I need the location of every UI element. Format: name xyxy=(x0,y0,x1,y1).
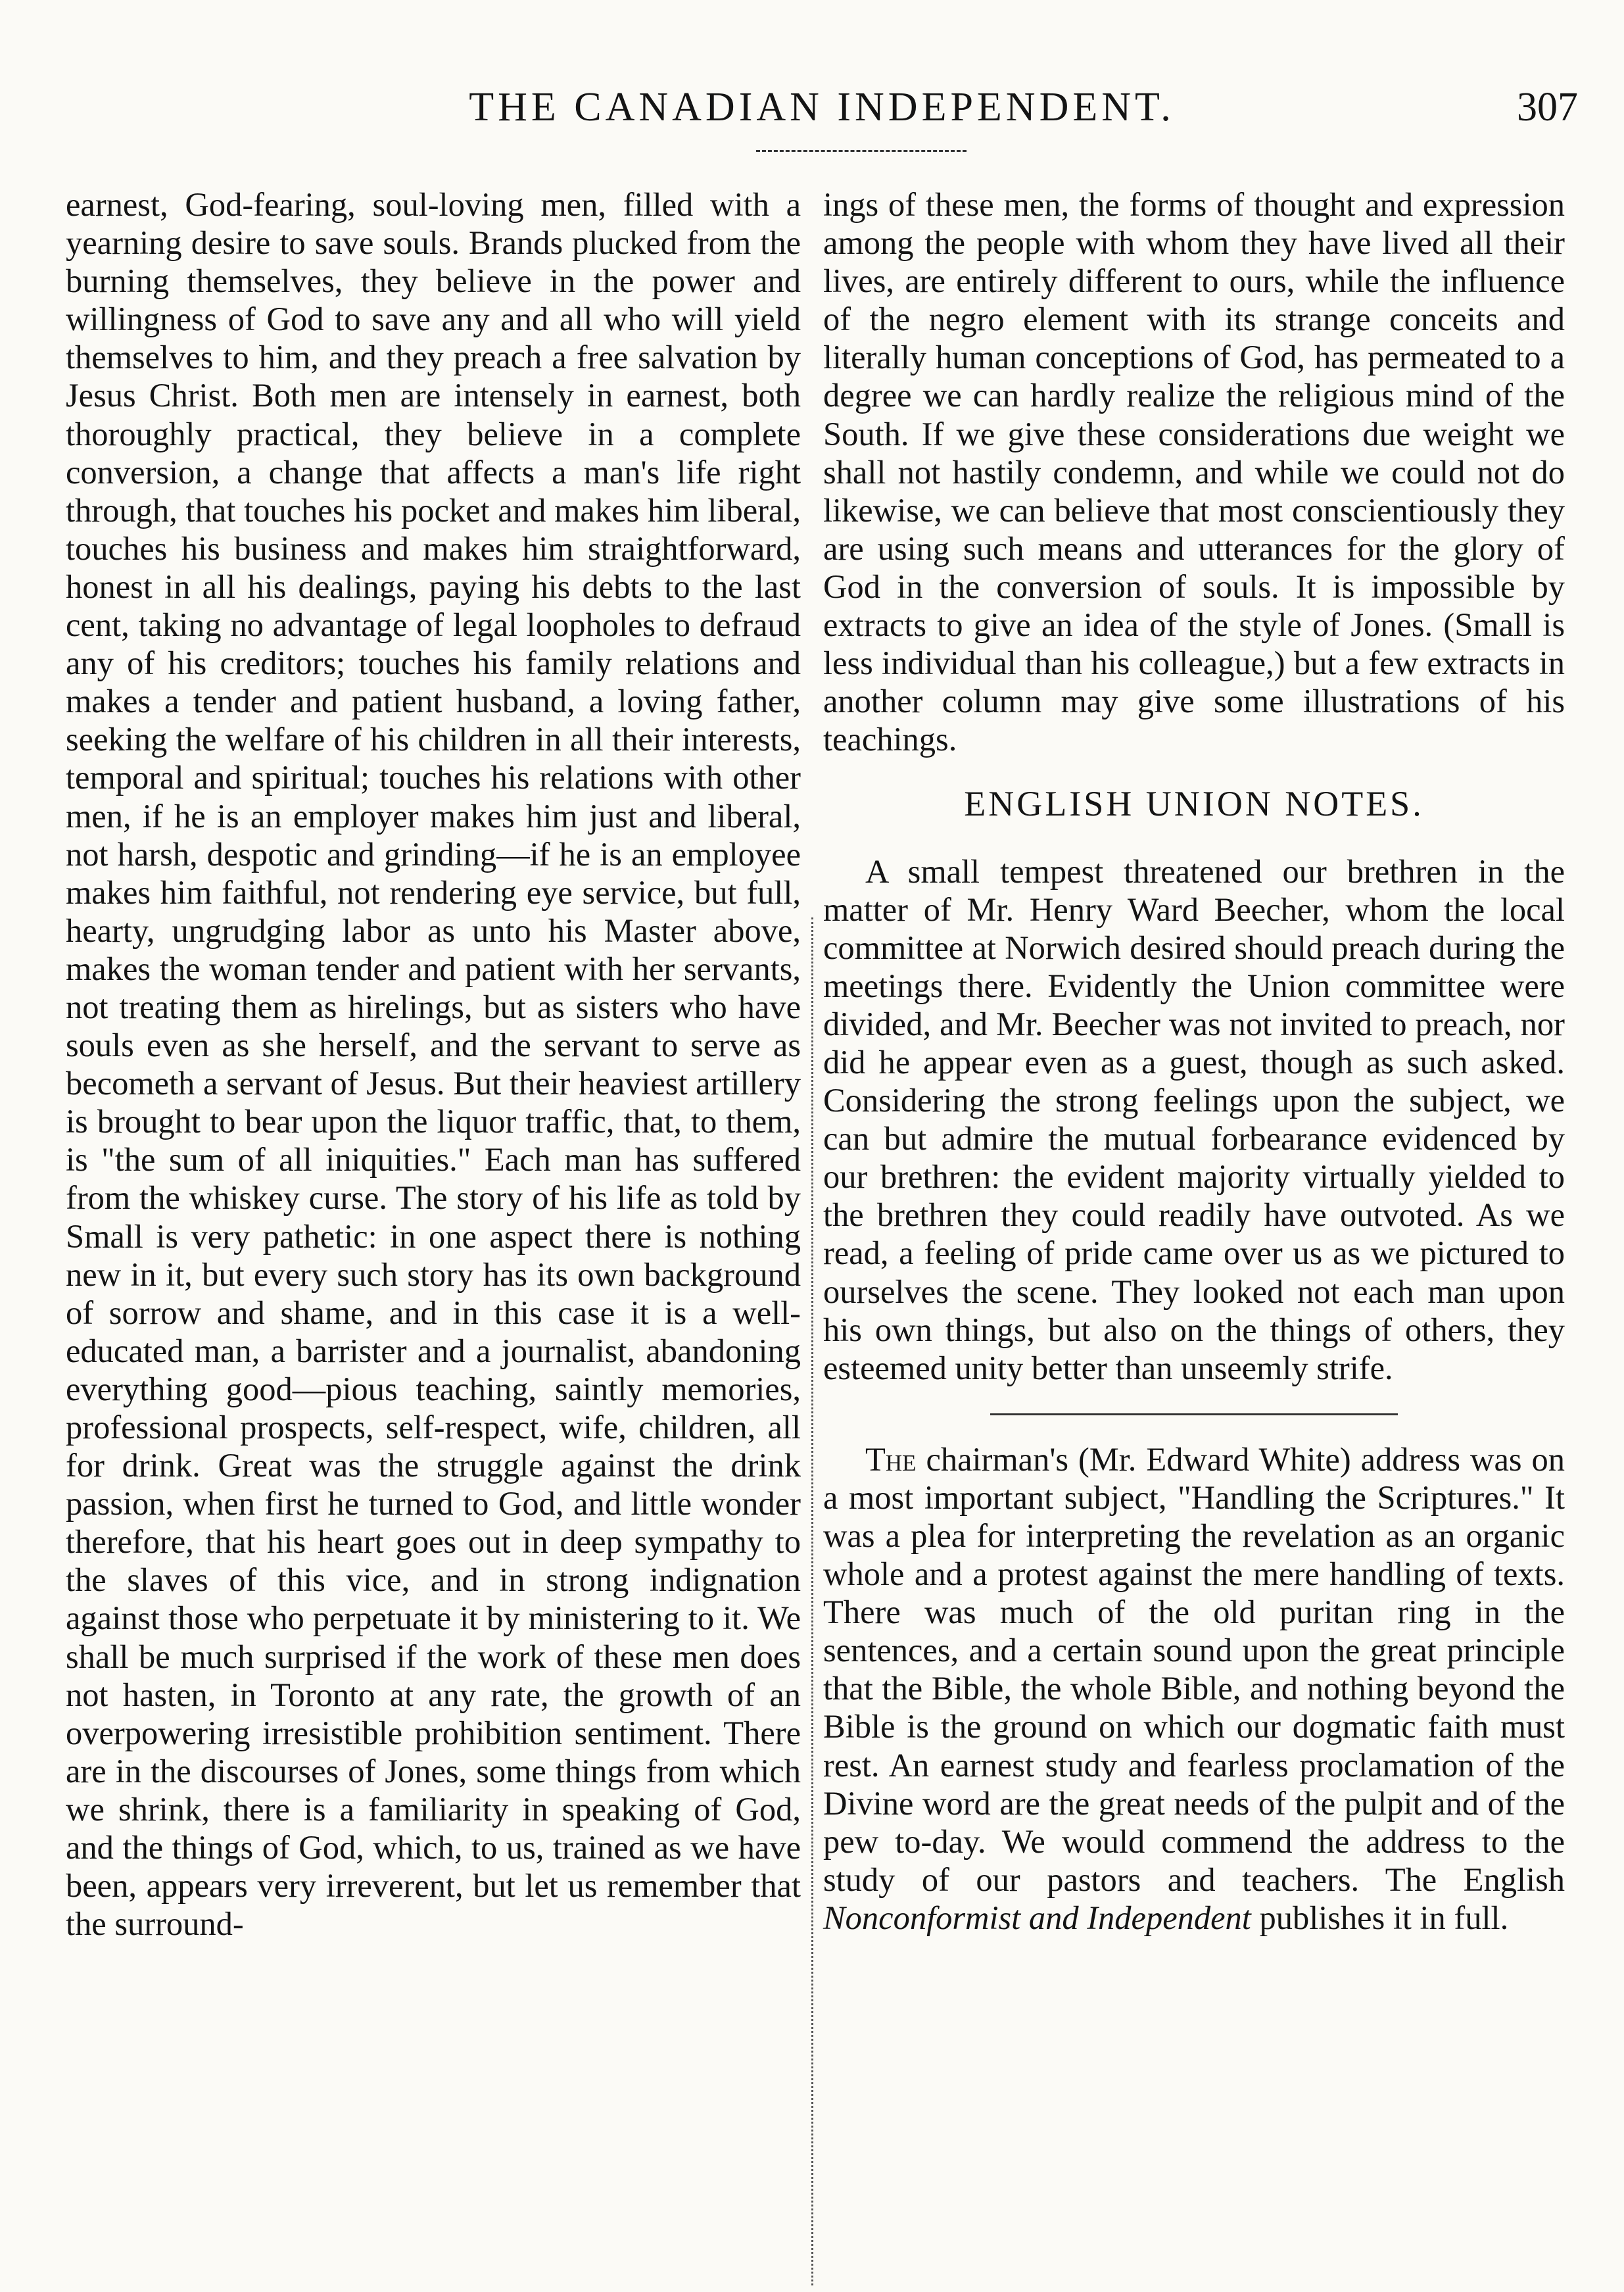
running-head xyxy=(66,84,1578,143)
note-lead-word: The xyxy=(865,1440,917,1478)
left-article-paragraph: earnest, God-fearing, soul-loving men, filled with a yearning desire to save souls. Brands plucked from the burning themselves, they believe in the power and willingness of God to save any and all who will yield themselves to him, and they preach a free salvation by Jesus Christ. Both men are intensely in earnest, both thoroughly practical, they believe in a complete conversion, a change that affects a man's life right through, that touches his pocket and makes him liberal, touches his business and makes him straightforward, honest in all his dealings, paying his debts to the last cent, taking no advantage of legal loopholes to defraud any of his creditors; touches his family relations and makes a tender and patient husband, a loving father, seeking the welfare of his children in all their interests, temporal and spiritual; touches his relations with other men, if he is an employer makes him just and liberal, not harsh, despotic and grinding—if he is an employee makes him faithful, not rendering eye service, but full, hearty, ungrudging labor as unto his Master above, makes the woman tender and patient with her servants, not treating them as hirelings, but as sisters who have souls even as she herself, and the servant to serve as becometh a servant of Jesus. But their heaviest artillery is brought to bear upon the liquor traffic, that, to them, is "the sum of all iniquities." Each man has suffered from the whiskey curse. The story of his life as told by Small is very pathetic: in one aspect there is nothing new in it, but every such story has its own background of sorrow and shame, and in this case it is a well-educated man, a barrister and a journalist, abandoning everything good—pious teaching, saintly memories, professional prospects, self-respect, wife, children, all for drink. Great was the struggle against the drink passion, when first he turned to God, and little wonder therefore, that his heart goes out in deep sympathy to the slaves of this vice, and in strong indignation against those who perpetuate it by ministering to it. We shall be much surprised if the work of these men does not hasten, in Toronto at any rate, the growth of an overpowering irresistible prohibition sentiment. There are in the discourses of Jones, some things from which we shrink, there is a familiarity in speaking of God, and the things of God, which, to us, trained as we have been, appears very irreverent, but let us remember that the surround- xyxy=(66,186,801,1943)
column-rule xyxy=(811,917,813,2285)
journal-title: THE CANADIAN INDEPENDENT. xyxy=(469,85,1175,130)
journal-name-italic: Nonconformist and Independent xyxy=(823,1899,1251,1936)
header-rule xyxy=(756,150,967,152)
page-number: 307 xyxy=(1517,85,1578,130)
note-divider xyxy=(990,1413,1398,1415)
union-note-chairman-address xyxy=(823,1440,1565,1937)
union-note-beecher: A small tempest threatened our brethren in the matter of Mr. Henry Ward Beecher, whom the local committee at Norwich desired should preach during the meetings there. Evidently the Union committee were divided, and Mr. Beecher was not invited to preach, nor did he appear even as a guest, though as such asked. Considering the strong feelings upon the subject, we can but admire the mutual forbearance evidenced by our brethren: the evident majority virtually yielded to the brethren they could readily have outvoted. As we read, a feeling of pride came over us as we pictured to ourselves the scene. They looked not each man upon his own things, but also on the things of others, they esteemed unity better than unseemly strife. xyxy=(823,852,1565,1386)
left-column xyxy=(66,185,801,1943)
section-heading: ENGLISH UNION NOTES. xyxy=(964,784,1424,824)
note-closing-text: publishes it in full. xyxy=(1251,1899,1509,1936)
right-article-paragraph: ings of these men, the forms of thought and expression among the people with whom they have lived all their lives, are entirely different to ours, while the influence of the negro element with its strange conceits and literally human conceptions of God, has permeated to a degree we can hardly realize the religious mind of the South. If we give these considerations due weight we shall not hastily condemn, and while we could not do likewise, we can believe that most conscientiously they are using such means and utterances for the glory of God in the conversion of souls. It is impossible by extracts to give an idea of the style of Jones. (Small is less individual than his colleague,) but a few extracts in another column may give some illustrations of his teachings. xyxy=(823,186,1565,758)
right-column xyxy=(823,185,1565,1937)
note-body-text: chairman's (Mr. Edward White) address was on a most important subject, "Handling the Scriptures." It was a plea for interpreting the revelation as an organic whole and a protest against the mere handling of texts. There was much of the old puritan ring in the sentences, and a certain sound upon the great principle that the Bible, the whole Bible, and nothing beyond the Bible is the ground on which our dogmatic faith must rest. An earnest study and fearless proclamation of the Divine word are the great needs of the pulpit and of the pew to-day. We would commend the address to the study of our pastors and teachers. The English xyxy=(823,1440,1565,1898)
